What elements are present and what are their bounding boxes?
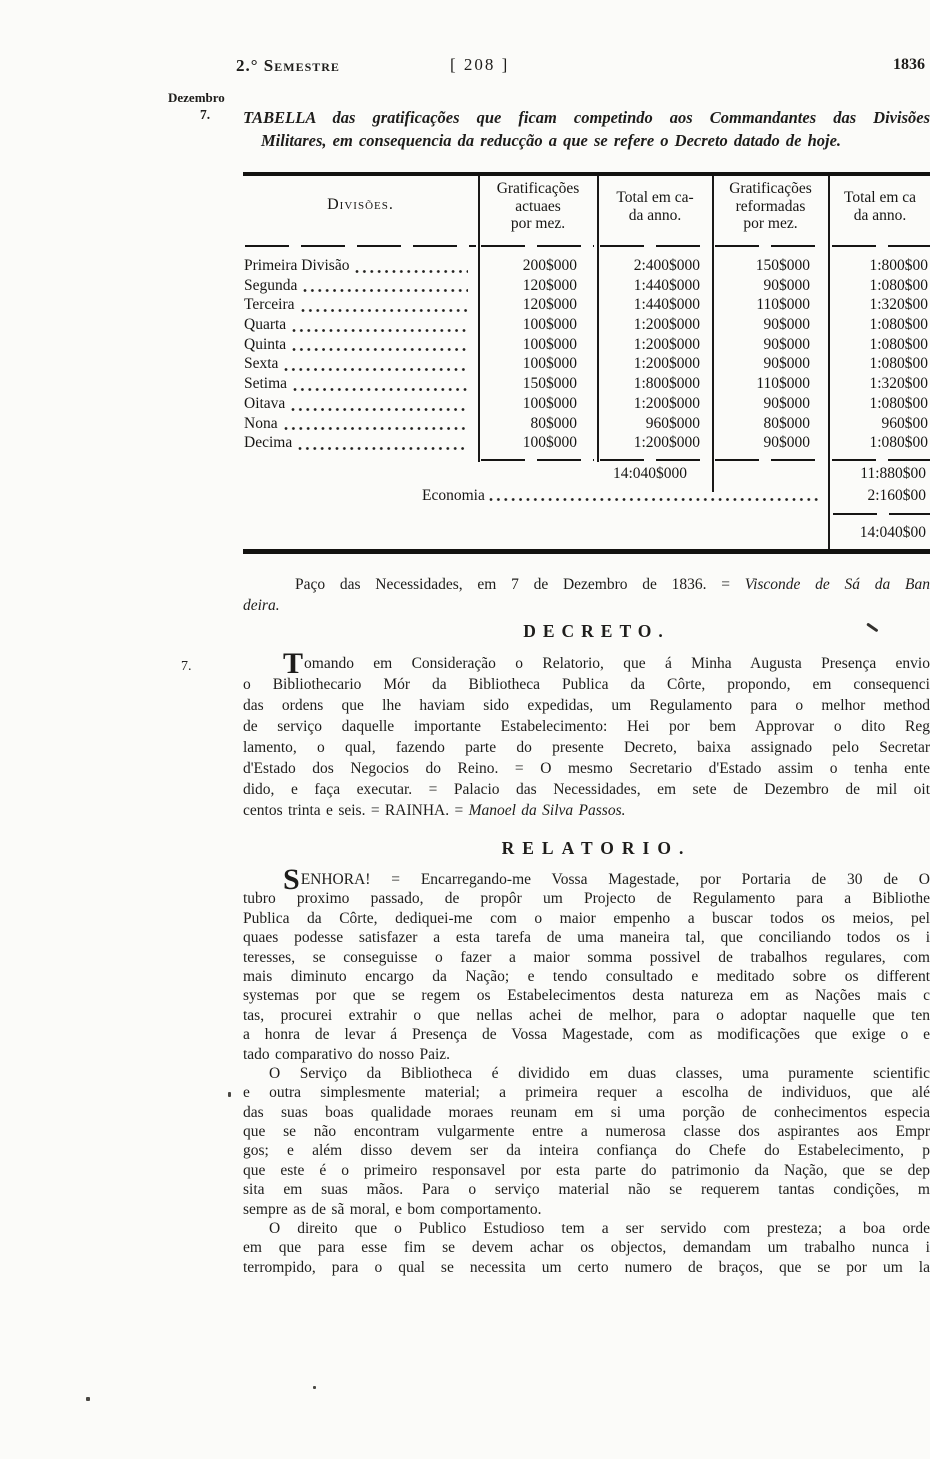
relatorio-text: ENHORA! = Encarregando-me Vossa Magestade, por Portaria de 30 de O <box>300 871 930 888</box>
relatorio-line: O Serviço da Bibliotheca é dividido em duas classes, uma puramente scientific <box>269 1064 930 1082</box>
signer-name-continued: deira. <box>243 597 280 614</box>
table-row <box>243 434 930 454</box>
column-header-current-per-year <box>599 189 711 224</box>
reformed-per-month: 90$000 <box>763 316 810 334</box>
signature-line2 <box>243 597 930 618</box>
column-header-current-per-month <box>480 180 596 233</box>
column-header-divisions: Divisões. <box>327 196 394 213</box>
semester-label: 2.° Semestre <box>236 56 340 75</box>
dot-leader <box>293 387 468 392</box>
header-line: Gratificações <box>496 180 580 197</box>
reformed-per-year: 1:800$00 <box>869 257 928 274</box>
reformed-per-month: 110$000 <box>756 375 810 393</box>
relatorio-line: sita em suas mãos. Para o serviço material não se requerem tantas condições, m <box>243 1181 930 1199</box>
table-row <box>243 395 930 415</box>
actual-year-total: 14:040$000 <box>612 465 687 482</box>
economia-value: 2:160$00 <box>867 487 926 504</box>
relatorio-line: gos; e além disso devem ser da inteira confiança do Chefe do Estabelecimento, p <box>243 1142 930 1160</box>
relatorio-line: sempre as de sã moral, e bom comportamento. <box>243 1200 542 1218</box>
reformed-per-year: 1:080$00 <box>869 355 928 373</box>
actual-per-year: 1:440$000 <box>633 296 700 314</box>
dot-leader <box>284 426 468 431</box>
actual-per-year: 1:200$000 <box>633 434 700 452</box>
relatorio-line: quaes podesse satisfazer a esta tarefa de uma maneira tal, que conciliando todos os i <box>243 929 930 947</box>
actual-per-month: 100$000 <box>522 335 577 353</box>
table-row <box>243 415 930 435</box>
subtotal-dash <box>481 459 594 461</box>
reformed-per-year: 1:080$00 <box>869 316 928 334</box>
relatorio-line: das suas boas qualidade moraes reunam em si uma porção de conhecimentos especia <box>243 1103 930 1121</box>
division-name: Terceira <box>244 296 295 314</box>
header-dash <box>600 245 709 247</box>
reformed-per-year: 1:320$00 <box>869 375 928 393</box>
table-row <box>243 277 930 297</box>
actual-per-year: 960$000 <box>645 414 700 432</box>
division-name: Primeira Divisão <box>244 257 350 274</box>
table-title-line2: Militares, em consequencia da reducção a que se refere o Decreto datado de hoje. <box>261 131 842 150</box>
reformed-per-year: 1:080$00 <box>869 276 928 294</box>
table-row <box>243 257 930 277</box>
decreto-text: centos trinta e seis. = RAINHA. = <box>243 802 469 819</box>
table-top-rule <box>243 172 930 176</box>
decreto-line: dido, e faça executar. = Palacio das Necessidades, em sete de Dezembro de mil oit <box>243 781 930 798</box>
relatorio-line: terrompido, para o qual se necessita um certo numero de braços, que se por um la <box>243 1258 930 1276</box>
relatorio-line: Publica da Côrte, dediquei-me com o maior empenho a buscar todos os meios, pel <box>243 909 930 927</box>
actual-per-month: 80$000 <box>530 414 577 432</box>
decreto-line: de serviço daquelle importante Estabelecimento: Hei por bem Approvar o dito Reg <box>243 718 930 735</box>
reformed-per-month: 90$000 <box>763 276 810 294</box>
relatorio-line: a honra de levar á Presença de Vossa Magestade, com as modificações que exige o e <box>243 1026 930 1044</box>
header-dash <box>245 245 476 247</box>
header-line: Total em ca- <box>616 189 694 206</box>
actual-per-month: 120$000 <box>522 296 577 314</box>
relatorio-line: mais diminuto encargo da Nação; e tendo consultado e meditado sobre os different <box>243 967 930 985</box>
reformed-per-year: 1:080$00 <box>869 394 928 412</box>
column-header-reformed-per-year <box>830 189 930 224</box>
decreto-text: omando em Consideração o Relatorio, que á Minha Augusta Presença envio <box>304 655 930 672</box>
minister-name: Manoel da Silva Passos. <box>468 802 626 819</box>
actual-per-month: 100$000 <box>522 355 577 373</box>
decreto-line: das ordens que lhe haviam sido expedidas, um Regulamento para o melhor method <box>243 697 930 714</box>
decreto-last-line <box>243 802 930 823</box>
division-name: Setima <box>244 375 288 393</box>
reformed-per-month: 90$000 <box>763 394 810 412</box>
header-dash <box>481 245 594 247</box>
header-line: Total em ca <box>843 189 917 206</box>
table-row <box>243 316 930 336</box>
reformed-per-month: 90$000 <box>763 335 810 353</box>
relatorio-line: tas, procurei extrahir o que nellas achei de melhor, para o adoptar naquelle que ten <box>243 1006 930 1024</box>
actual-per-month: 100$000 <box>522 394 577 412</box>
relatorio-line <box>243 863 930 896</box>
table-row <box>243 336 930 356</box>
dot-leader <box>301 308 468 313</box>
decreto-line: o Bibliothecario Mór da Bibliotheca Publica da Côrte, propondo, em consequenci <box>243 676 930 693</box>
actual-per-month: 100$000 <box>522 434 577 452</box>
economia-row <box>422 487 822 505</box>
reformed-per-year: 1:320$00 <box>869 296 928 314</box>
scan-speck <box>228 1092 231 1097</box>
actual-per-month: 200$000 <box>522 257 577 274</box>
relatorio-line: O direito que o Publico Estudioso tem a ser servido com presteza; a boa orde <box>269 1220 930 1238</box>
division-name: Quinta <box>244 335 287 353</box>
table-row <box>243 296 930 316</box>
reformed-per-month: 90$000 <box>763 355 810 373</box>
relatorio-line: que se não encontram vulgarmente entre a numerosa classe dos aspirantes aos Empr <box>243 1123 930 1141</box>
signature-line1 <box>243 576 930 597</box>
signature-text: Paço das Necessidades, em 7 de Dezembro de 1836. = <box>295 576 745 593</box>
gratifications-table <box>243 172 930 554</box>
reformed-year-total: 11:880$00 <box>860 465 926 482</box>
page-number: [ 208 ] <box>450 55 510 74</box>
actual-per-year: 1:200$000 <box>633 394 700 412</box>
dot-leader <box>355 269 468 274</box>
reformed-per-month: 90$000 <box>763 434 810 452</box>
reformed-per-year: 960$00 <box>881 414 928 432</box>
relatorio-line: que este é o primeiro responsavel por esta parte do patrimonio da Nação, que se dep <box>243 1161 930 1179</box>
actual-per-year: 1:200$000 <box>633 316 700 334</box>
decreto-line: d'Estado dos Negocios do Reino. = O mesmo Secretario d'Estado assim o tenha ente <box>243 760 930 777</box>
table-row <box>243 355 930 375</box>
actual-per-month: 150$000 <box>522 375 577 393</box>
table-row <box>243 375 930 395</box>
actual-per-year: 1:800$000 <box>633 375 700 393</box>
header-line: Gratificações <box>729 180 812 197</box>
reformed-per-month: 150$000 <box>755 257 810 274</box>
dot-leader <box>292 347 468 352</box>
dot-leader <box>284 367 468 372</box>
header-line: actuaes <box>515 197 561 215</box>
scan-speck <box>86 1397 90 1401</box>
actual-per-year: 1:440$000 <box>633 276 700 294</box>
dot-leader <box>489 497 820 502</box>
subtotal-dash <box>832 459 930 461</box>
table-title-line1: TABELLA das gratificações que ficam competindo aos Commandantes das Divisões <box>243 108 930 127</box>
header-dash <box>715 245 825 247</box>
relatorio-heading: RELATORIO. <box>501 838 692 858</box>
margin-month: Dezembro <box>168 90 225 105</box>
drop-cap: S <box>283 863 301 896</box>
reformed-per-month: 80$000 <box>763 414 810 432</box>
dot-leader <box>291 407 468 412</box>
reformed-per-year: 1:080$00 <box>869 335 928 353</box>
division-name: Decima <box>244 434 293 452</box>
signature-paragraph <box>243 576 930 618</box>
relatorio-body <box>243 863 930 1278</box>
header-line: por mez. <box>743 215 798 232</box>
table-title <box>243 106 930 152</box>
division-name: Quarta <box>244 316 287 334</box>
table-rows <box>243 257 930 454</box>
header-dash <box>832 245 930 247</box>
actual-per-year: 1:200$000 <box>633 335 700 353</box>
decreto-line <box>243 647 930 680</box>
relatorio-line: teresses, se conseguisse o fazer a maior somma possivel de trabalhos regulares, com <box>243 948 930 966</box>
header-line: por mez. <box>510 215 566 232</box>
relatorio-line: em que para esse fim se devem achar os objectos, demandam um trabalho nunca i <box>243 1239 930 1257</box>
reformed-per-year: 1:080$00 <box>869 434 928 452</box>
signer-name: Visconde de Sá da Ban <box>744 576 930 593</box>
margin-decree-day: 7. <box>181 659 192 674</box>
actual-per-month: 100$000 <box>522 316 577 334</box>
economia-label: Economia <box>422 487 485 504</box>
decreto-paragraph <box>243 647 930 823</box>
relatorio-line: tubro proximo passado, de propôr um Projecto de Regulamento para a Bibliothe <box>243 890 930 908</box>
dot-leader <box>298 446 468 451</box>
actual-per-year: 1:200$000 <box>633 355 700 373</box>
division-name: Segunda <box>244 276 298 294</box>
dot-leader <box>303 288 468 293</box>
decreto-heading: DECRETO. <box>523 621 670 641</box>
decreto-line: lamento, o qual, fazendo parte do presente Decreto, baixa assignado pelo Secretar <box>243 739 930 756</box>
division-name: Oitava <box>244 394 286 412</box>
scan-speck <box>313 1386 316 1389</box>
header-line: reformadas <box>735 197 806 215</box>
header-line: da anno. <box>853 206 907 224</box>
division-name: Sexta <box>244 355 279 373</box>
margin-day: 7. <box>200 107 211 122</box>
dot-leader <box>292 328 468 333</box>
actual-per-month: 120$000 <box>522 276 577 294</box>
subtotal-dash <box>715 459 825 461</box>
column-header-reformed-per-month <box>714 180 827 233</box>
year-label: 1836 <box>893 56 925 73</box>
grand-total-dash <box>833 513 930 515</box>
relatorio-line: tado comparativo do nosso Paiz. <box>243 1045 451 1063</box>
drop-cap: T <box>283 647 305 680</box>
relatorio-line: e outra simplesmente material; a primeira requer a escolha de individuos, que alé <box>243 1084 930 1102</box>
table-bottom-rule <box>243 549 930 554</box>
header-line: da anno. <box>628 206 682 224</box>
actual-per-year: 2:400$000 <box>633 257 700 274</box>
subtotal-dash <box>600 459 709 461</box>
division-name: Nona <box>244 414 278 432</box>
relatorio-line: systemas por que se regem os Estabelecimentos desta natureza em as Nações mais c <box>243 987 930 1005</box>
reformed-per-month: 110$000 <box>756 296 810 314</box>
grand-total: 14:040$00 <box>859 524 926 541</box>
